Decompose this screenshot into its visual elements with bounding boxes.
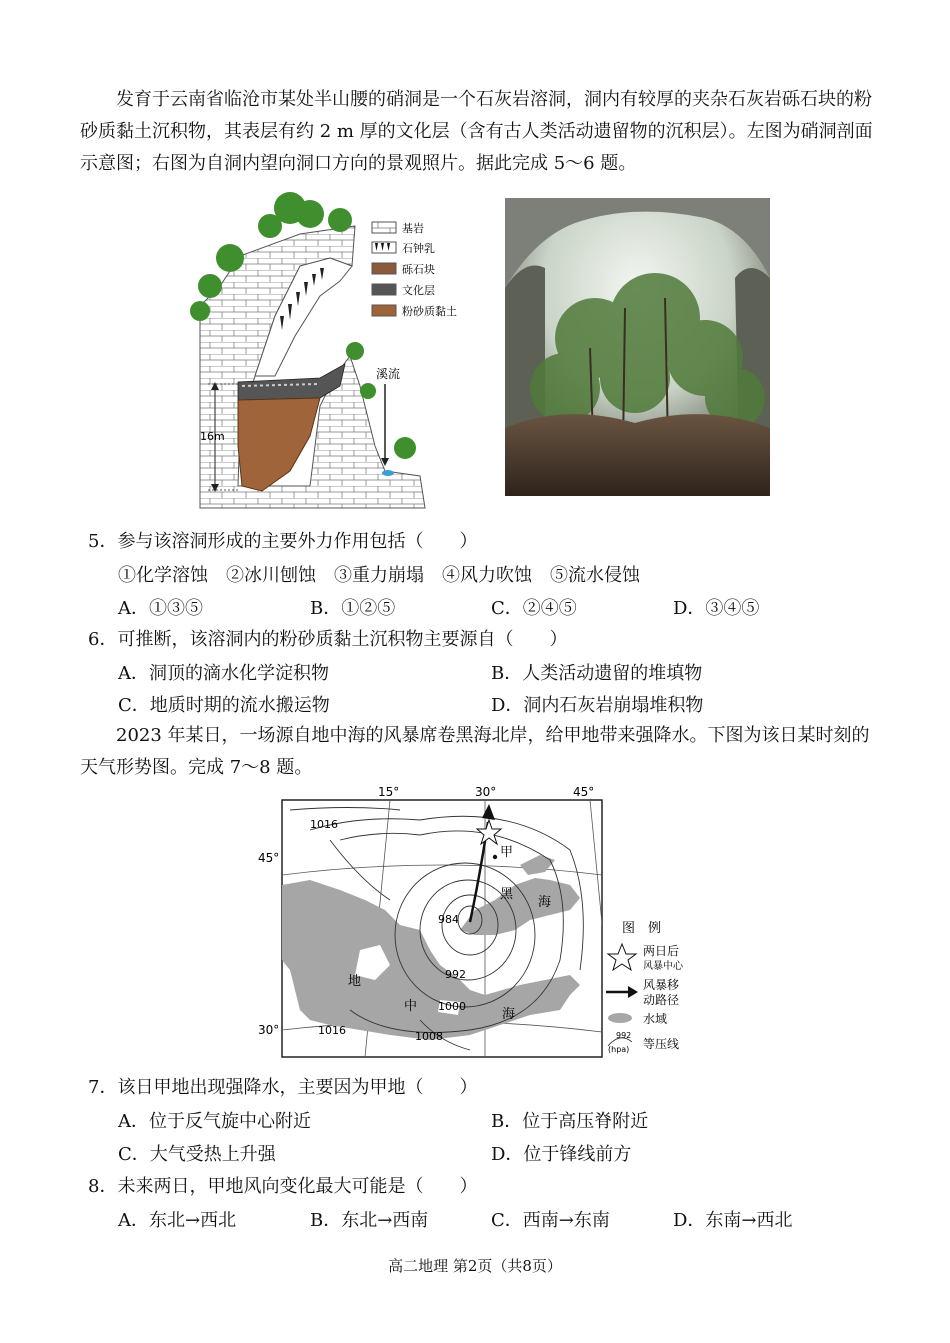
legend-bedrock: 基岩 <box>402 222 424 235</box>
legend-culture-layer: 文化层 <box>402 284 435 297</box>
label-jia: 甲 <box>500 845 514 860</box>
legend-iso-unit: (hpa) <box>608 1045 630 1054</box>
legend-star-2: 风暴中心 <box>643 961 683 972</box>
height-label: 16m <box>200 430 225 443</box>
q5-option-b[interactable]: B．①②⑤ <box>310 598 396 619</box>
q5-option-d[interactable]: D．③④⑤ <box>673 598 760 619</box>
q5-stem: 5．参与该溶洞形成的主要外力作用包括（ ） <box>88 531 478 552</box>
isobar-984: 984 <box>438 913 459 926</box>
legend-isobar: 等压线 <box>643 1037 680 1051</box>
q5-option-a[interactable]: A．①③⑤ <box>118 598 203 619</box>
isobar-1000: 1000 <box>438 1000 466 1013</box>
lon-30: 30° <box>475 785 497 799</box>
q8-option-d[interactable]: D．东南→西北 <box>673 1210 793 1231</box>
cave-legend <box>372 221 457 318</box>
silty-clay-layer <box>238 398 320 491</box>
legend-title: 图 例 <box>622 921 662 936</box>
q8-option-b[interactable]: B．东北→西南 <box>310 1210 429 1231</box>
lon-15: 15° <box>378 785 400 799</box>
q6-option-c[interactable]: C．地质时期的流水搬运物 <box>118 695 330 716</box>
lat-30: 30° <box>258 1023 280 1037</box>
q6-option-a[interactable]: A．洞顶的滴水化学淀积物 <box>118 663 329 684</box>
legend-gravel: 砾石块 <box>402 263 435 276</box>
q6-option-b[interactable]: B．人类活动遗留的堆填物 <box>491 663 703 684</box>
legend-star-1: 两日后 <box>643 944 680 958</box>
label-hai-black: 海 <box>538 895 552 910</box>
label-zhong: 中 <box>404 999 418 1014</box>
q6-stem: 6．可推断，该溶洞内的粉砂质黏土沉积物主要源自（ ） <box>88 629 568 650</box>
page-footer: 高二地理 第2页（共8页） <box>388 1257 562 1275</box>
isobar-992: 992 <box>445 968 466 981</box>
map-legend <box>606 921 684 1054</box>
q8-option-a[interactable]: A．东北→西北 <box>118 1210 237 1231</box>
intro-paragraph-cave: 发育于云南省临沧市某处半山腰的硝洞是一个石灰岩溶洞，洞内有较厚的夹杂石灰岩砾石块的粉砂质黏土沉积物，其表层有约 2 m 厚的文化层（含有古人类活动遗留物的沉积层）。左图为硝洞剖面示意图；右图为自洞内望向洞口方向的景观照片。据此完成 5～6 题。 <box>80 89 873 174</box>
legend-stalactite: 石钟乳 <box>402 242 435 255</box>
q5-items: ①化学溶蚀 ②冰川刨蚀 ③重力崩塌 ④风力吹蚀 ⑤流水侵蚀 <box>118 565 640 586</box>
legend-iso-value: 992 <box>616 1031 632 1040</box>
label-di: 地 <box>348 974 362 989</box>
legend-water: 水域 <box>643 1012 668 1026</box>
cave-entrance-photo <box>505 198 770 496</box>
label-hei: 黑 <box>500 887 514 902</box>
isobar-1016-bottom: 1016 <box>318 1024 346 1037</box>
q7-option-a[interactable]: A．位于反气旋中心附近 <box>118 1111 311 1132</box>
cave-section-figure <box>180 186 480 508</box>
q6-option-d[interactable]: D．洞内石灰岩崩塌堆积物 <box>491 695 704 716</box>
q7-option-b[interactable]: B．位于高压脊附近 <box>491 1111 649 1132</box>
stream-label: 溪流 <box>376 367 401 381</box>
q7-option-c[interactable]: C．大气受热上升强 <box>118 1144 276 1165</box>
weather-map <box>258 780 700 1062</box>
q7-option-d[interactable]: D．位于锋线前方 <box>491 1144 632 1165</box>
q8-stem: 8．未来两日，甲地风向变化最大可能是（ ） <box>88 1176 478 1197</box>
lat-45: 45° <box>258 851 280 865</box>
isobar-1008: 1008 <box>415 1030 443 1043</box>
isobar-1016-top: 1016 <box>310 818 338 831</box>
legend-silty-clay: 粉砂质黏土 <box>402 305 457 318</box>
q5-option-c[interactable]: C．②④⑤ <box>491 598 577 619</box>
q7-stem: 7．该日甲地出现强降水，主要因为甲地（ ） <box>88 1077 478 1098</box>
legend-path-1: 风暴移 <box>643 978 680 992</box>
label-hai-med: 海 <box>502 1007 516 1022</box>
legend-path-2: 动路径 <box>643 993 680 1007</box>
q8-option-c[interactable]: C．西南→东南 <box>491 1210 610 1231</box>
intro-paragraph-weather: 2023 年某日，一场源自地中海的风暴席卷黑海北岸，给甲地带来强降水。下图为该日某时刻的天气形势图。完成 7～8 题。 <box>80 725 870 778</box>
lon-45: 45° <box>573 785 595 799</box>
jia-point <box>493 855 497 859</box>
